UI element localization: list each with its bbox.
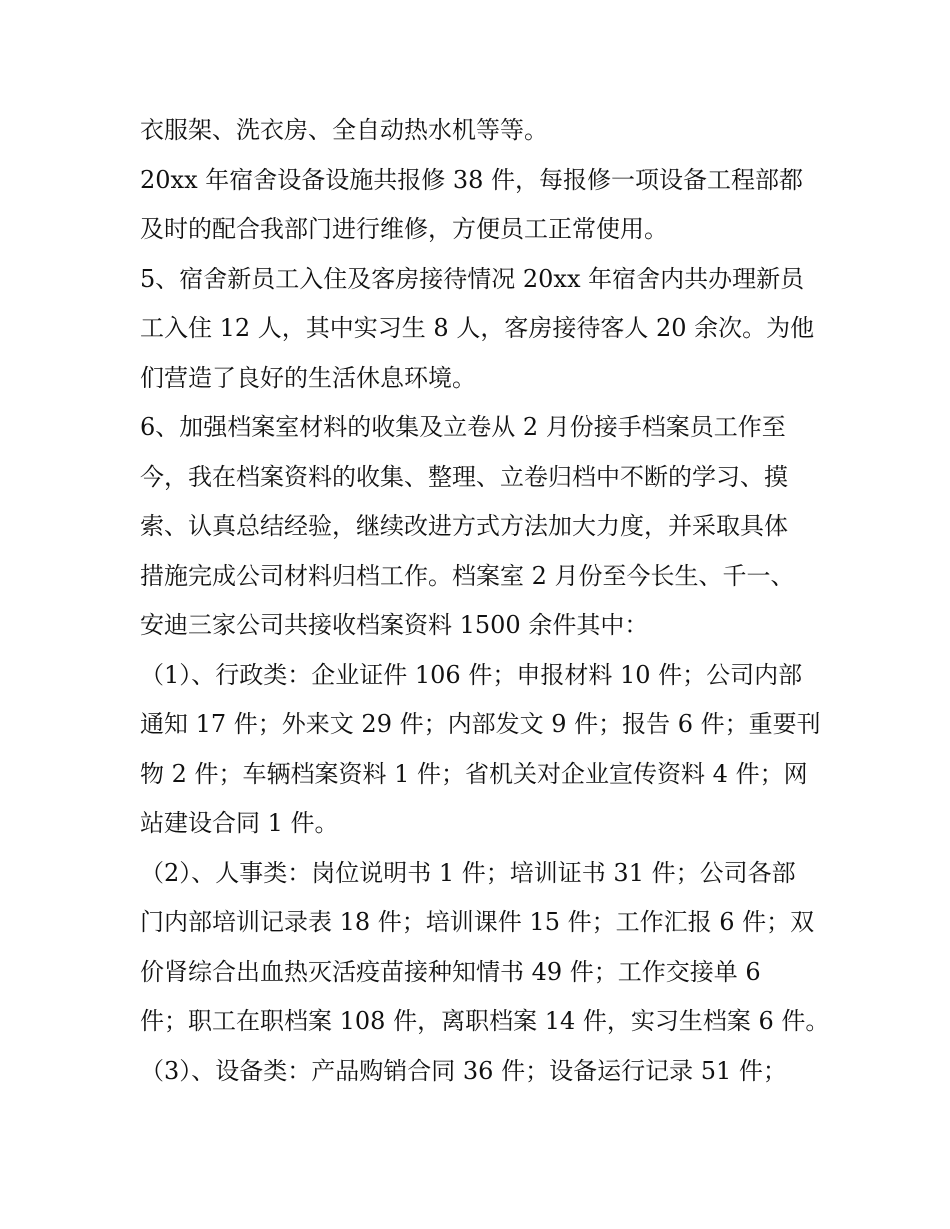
text-line: 安迪三家公司共接收档案资料 1500 余件其中： xyxy=(140,611,649,639)
text-line: 门内部培训记录表 18 件；培训课件 15 件；工作汇报 6 件；双 xyxy=(140,908,815,936)
text-line: 物 2 件；车辆档案资料 1 件；省机关对企业宣传资料 4 件；网 xyxy=(140,759,808,788)
document-body xyxy=(140,110,830,1100)
text-line: 工入住 12 人，其中实习生 8 人，客房接待客人 20 余次。为他 xyxy=(140,314,815,342)
text-line: 及时的配合我部门进行维修，方便员工正常使用。 xyxy=(140,215,668,243)
text-line: 站建设合同 1 件。 xyxy=(140,809,339,837)
text-line: （1）、行政类：企业证件 106 件；申报材料 10 件；公司内部 xyxy=(140,660,803,689)
text-line: 件；职工在职档案 108 件，离职档案 14 件，实习生档案 6 件。 xyxy=(140,1007,830,1035)
text-line: 们营造了良好的生活休息环境。 xyxy=(140,363,476,392)
text-line: 5、宿舍新员工入住及客房接待情况 20xx 年宿舍内共办理新员 xyxy=(140,264,805,293)
text-line: 今，我在档案资料的收集、整理、立卷归档中不断的学习、摸 xyxy=(140,462,788,491)
text-line: 通知 17 件；外来文 29 件；内部发文 9 件；报告 6 件；重要刊 xyxy=(140,710,821,738)
text-line: 措施完成公司材料归档工作。档案室 2 月份至今长生、千一、 xyxy=(140,561,795,590)
text-line: 价肾综合出血热灭活疫苗接种知情书 49 件；工作交接单 6 xyxy=(140,957,761,986)
text-line: （3）、设备类：产品购销合同 36 件；设备运行记录 51 件； xyxy=(140,1056,787,1085)
text-line: 衣服架、洗衣房、全自动热水机等等。 xyxy=(140,116,548,144)
text-line: 6、加强档案室材料的收集及立卷从 2 月份接手档案员工作至 xyxy=(140,413,786,441)
text-line: 20xx 年宿舍设备设施共报修 38 件，每报修一项设备工程部都 xyxy=(140,165,804,194)
text-line: 索、认真总结经验，继续改进方式方法加大力度，并采取具体 xyxy=(140,512,788,540)
text-line: （2）、人事类：岗位说明书 1 件；培训证书 31 件；公司各部 xyxy=(140,858,796,887)
